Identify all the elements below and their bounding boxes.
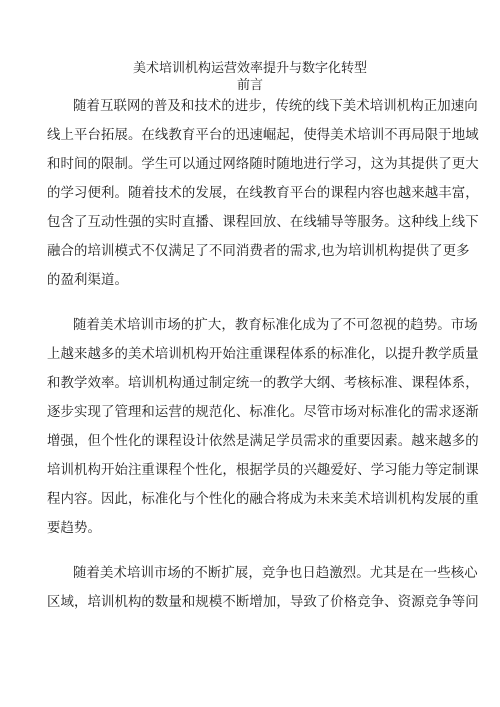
paragraph-1	[47, 92, 479, 295]
paragraph-line: 的盈利渠道。	[47, 273, 128, 288]
paragraph-line: 上越来越多的美术培训机构开始注重课程体系的标准化，以提升教学质量	[47, 347, 479, 362]
paragraph-line: 线上平台拓展。在线教育平台的迅速崛起，使得美术培训不再局限于地域	[47, 128, 479, 143]
paragraph-line: 区域，培训机构的数量和规模不断增加，导致了价格竞争、资源竞争等问	[47, 595, 479, 610]
paragraph-line: 程内容。因此，标准化与个性化的融合将成为未来美术培训机构发展的重	[47, 492, 479, 507]
paragraph-3	[47, 559, 479, 617]
paragraph-line: 融合的培训模式不仅满足了不同消费者的需求,也为培训机构提供了更多	[47, 244, 470, 259]
paragraph-line: 和时间的限制。学生可以通过网络随时随地进行学习，这为其提供了更大	[47, 157, 479, 172]
paragraph-line: 随着美术培训市场的不断扩展，竞争也日趋激烈。尤其是在一些核心	[73, 566, 478, 581]
paragraph-line: 培训机构开始注重课程个性化，根据学员的兴趣爱好、学习能力等定制课	[47, 463, 479, 478]
paragraph-2	[47, 311, 479, 543]
paragraph-line: 的学习便利。随着技术的发展，在线教育平台的课程内容也越来越丰富，	[47, 186, 479, 201]
document-subtitle: 前言	[236, 78, 263, 93]
paragraph-line: 逐步实现了管理和运营的规范化、标准化。尽管市场对标准化的需求逐渐	[47, 405, 479, 420]
paragraph-line: 随着互联网的普及和技术的进步，传统的线下美术培训机构正加速向	[73, 99, 478, 114]
document-title: 美术培训机构运营效率提升与数字化转型	[132, 61, 367, 76]
paragraph-line: 和教学效率。培训机构通过制定统一的教学大纲、考核标准、课程体系，	[47, 376, 479, 391]
paragraph-line: 随着美术培训市场的扩大，教育标准化成为了不可忽视的趋势。市场	[73, 318, 478, 333]
paragraph-line: 增强，但个性化的课程设计依然是满足学员需求的重要因素。越来越多的	[47, 434, 479, 449]
paragraph-line: 要趋势。	[47, 521, 101, 536]
paragraph-line: 包含了互动性强的实时直播、课程回放、在线辅导等服务。这种线上线下	[47, 215, 479, 230]
